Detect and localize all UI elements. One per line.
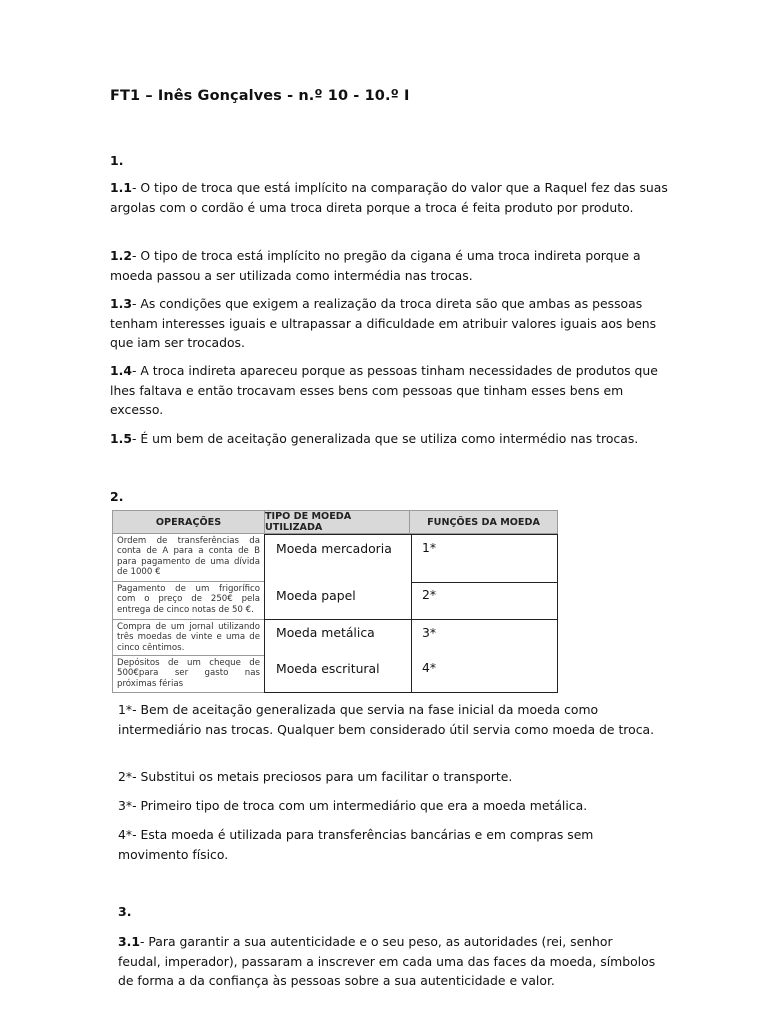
row-divider — [411, 582, 558, 583]
footnote-4: 4*- Esta moeda é utilizada para transferências bancárias e em compras sem movimento físico. — [118, 827, 594, 862]
table-row-operation: Compra de um jornal utilizando três moedas de vinte e uma de cinco cêntimos. — [112, 620, 264, 656]
column-divider — [411, 534, 412, 693]
table-header-currency-type: TIPO DE MOEDA UTILIZADA — [264, 510, 410, 534]
section-2-heading: 2. — [110, 489, 124, 504]
answer-number: 1.4 — [110, 363, 132, 378]
currency-function-cell: 2* — [422, 587, 437, 602]
currency-type-cell: Moeda escritural — [276, 661, 380, 676]
section-1-heading: 1. — [110, 153, 124, 168]
currency-type-cell: Moeda mercadoria — [276, 541, 392, 556]
answer-text: - O tipo de troca está implícito no pregão da cigana é uma troca indireta porque a moeda passou a ser utilizada como intermédia nas trocas. — [110, 248, 641, 283]
table-row-operation: Depósitos de um cheque de 500€para ser gasto nas próximas férias — [112, 656, 264, 693]
currency-type-cell: Moeda papel — [276, 588, 356, 603]
currency-table — [112, 510, 558, 693]
answer-text: - Para garantir a sua autenticidade e o seu peso, as autoridades (rei, senhor feudal, imperador), passaram a inscrever em cada uma das faces da moeda, símbolos de forma a da confiança às pessoas sobre a sua autenticidade e valor. — [118, 934, 656, 988]
answer-number: 1.2 — [110, 248, 132, 263]
answer-1-1 — [110, 178, 670, 217]
answer-text: - É um bem de aceitação generalizada que se utiliza como intermédio nas trocas. — [131, 431, 639, 446]
table-header-operations: OPERAÇÕES — [112, 510, 265, 534]
footnote-2: 2*- Substitui os metais preciosos para um facilitar o transporte. — [118, 769, 513, 784]
answer-1-2 — [110, 246, 670, 285]
footnote-3: 3*- Primeiro tipo de troca com um intermediário que era a moeda metálica. — [118, 798, 588, 813]
answer-number: 1.3 — [110, 296, 132, 311]
answer-text: - O tipo de troca que está implícito na comparação do valor que a Raquel fez das suas argolas com o cordão é uma troca direta porque a troca é feita produto por produto. — [110, 180, 668, 215]
answer-1-4 — [110, 361, 670, 420]
row-divider — [264, 619, 558, 620]
answer-1-5 — [110, 429, 670, 449]
answer-number: 1.1 — [110, 180, 132, 195]
answer-text: - A troca indireta apareceu porque as pessoas tinham necessidades de produtos que lhes faltava e então trocavam esses bens com pessoas que tinham esses bens em excesso. — [110, 363, 658, 417]
answer-3-1 — [118, 932, 658, 991]
answer-number: 1.5 — [110, 431, 132, 446]
table-header-currency-functions: FUNÇÕES DA MOEDA — [409, 510, 558, 534]
table-row-operation: Pagamento de um frigorífico com o preço de 250€ pela entrega de cinco notas de 50 €. — [112, 582, 264, 620]
answer-text: - As condições que exigem a realização da troca direta são que ambas as pessoas tenham interesses iguais e ultrapassar a dificuldade em atribuir valores iguais aos bens que iam ser trocados. — [110, 296, 657, 350]
currency-function-cell: 4* — [422, 660, 437, 675]
currency-function-cell: 1* — [422, 540, 437, 555]
page-title: FT1 – Inês Gonçalves - n.º 10 - 10.º I — [110, 88, 410, 104]
footnote-1: 1*- Bem de aceitação generalizada que servia na fase inicial da moeda como intermediário nas trocas. Qualquer bem considerado útil servia como moeda de troca. — [118, 702, 655, 737]
currency-function-cell: 3* — [422, 625, 437, 640]
answer-number: 3.1 — [118, 934, 140, 949]
section-3-heading: 3. — [118, 904, 132, 919]
currency-type-cell: Moeda metálica — [276, 625, 375, 640]
table-row-operation: Ordem de transferências da conta de A para a conta de B para pagamento de uma dívida de 1000 € — [112, 534, 264, 582]
answer-1-3 — [110, 294, 670, 353]
